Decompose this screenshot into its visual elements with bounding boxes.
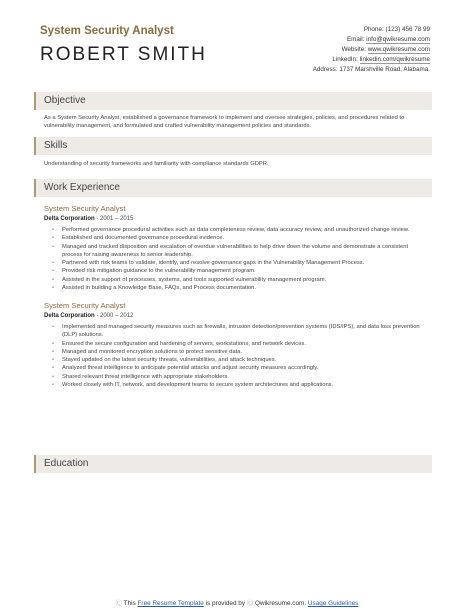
list-item: • Performed governance procedural activities such as data completeness review, data accuracy review, and unauthorized change review. (52, 226, 424, 234)
job-bullets (52, 323, 424, 389)
list-item: • Established and documented governance procedural evidence. (52, 234, 424, 242)
contact-website: Website: www.qwikresume.com (341, 46, 430, 53)
contact-block (313, 25, 430, 75)
contact-email: Email: info@qwikresume.com (346, 36, 430, 43)
list-item: • Stayed updated on the latest security threats, vulnerabilities, and attack techniques. (52, 356, 424, 364)
list-item: • Assisted in the support of processes, systems, and tools supported vulnerability management program. (52, 276, 424, 284)
job-bullets (52, 226, 424, 292)
job-company: Delta Corporation - 2001 – 2015 (44, 216, 134, 222)
list-item: • Analyzed threat intelligence to anticipate potential attacks and adjust security measures accordingly. (52, 364, 424, 372)
list-item: • Managed and tracked disposition and escalation of overdue vulnerabilities to help drive down the volume and demonstrate a consistent process for raising awareness to senior leadership. (52, 243, 424, 260)
list-item: • Worked closely with IT, network, and development teams to secure system architectures and applications. (52, 381, 424, 389)
section-title: Work Experience (44, 182, 120, 193)
section-title: Skills (44, 140, 68, 151)
education-section-header (34, 455, 432, 473)
website-link[interactable]: www.qwikresume.com (367, 46, 430, 53)
list-item: • Ensured the secure configuration and hardening of servers, workstations, and network devices. (52, 340, 424, 348)
email-link[interactable]: info@qwikresume.com (366, 36, 430, 43)
section-title: Education (44, 458, 89, 469)
list-item: • Assisted in building a Knowledge Base, FAQs, and Process documentation. (52, 284, 424, 292)
job-role: System Security Analyst (44, 204, 126, 213)
section-title: Objective (44, 95, 86, 106)
job-company: Delta Corporation - 2000 – 2012 (44, 313, 134, 319)
contact-linkedin: LinkedIn: linkedin.com/qwikresume (332, 56, 430, 63)
linkedin-link[interactable]: linkedin.com/qwikresume (359, 56, 430, 63)
resume-job-title: System Security Analyst (40, 25, 174, 37)
candidate-name: ROBERT SMITH (40, 44, 207, 65)
list-item: • Managed and monitored encryption solutions to protect sensitive data. (52, 348, 424, 356)
skills-section-header (34, 137, 432, 155)
objective-text: As a System Security Analyst, established a governance framework to implement and oversee strategies, policies, and procedures related to vulnerability management, and formulated and crafted vulnerability management policies and standards. (44, 115, 405, 130)
usage-guidelines-link[interactable]: Usage Guidelines (307, 600, 359, 607)
list-item: • Partnered with risk teams to validate, identify, and resolve governance gaps in the Vulnerability Management Process. (52, 259, 424, 267)
free-template-link[interactable]: Free Resume Template (137, 600, 204, 607)
list-item: • Implemented and managed security measures such as firewalls, intrusion detection/prevention systems (IDS/IPS), and data loss prevention (DLP) solutions. (52, 323, 424, 340)
job-role: System Security Analyst (44, 301, 126, 310)
contact-phone: Phone: (123) 456 78 99 (363, 26, 430, 33)
objective-section-header (34, 92, 432, 110)
skills-text: Understanding of security frameworks and familiarity with compliance standards GDPR. (44, 161, 269, 167)
copyright-icon: Ⓒ (246, 600, 254, 607)
copyright-icon: Ⓒ (115, 600, 122, 607)
list-item: • Provided risk mitigation guidance to the vulnerability management program. (52, 267, 424, 275)
contact-address: Address: 1737 Marshville Road, Alabama. (312, 66, 430, 73)
footer: Ⓒ This Free Resume Template is provided by Ⓒ Qwikresume.com. Usage Guidelines (115, 600, 359, 607)
experience-section-header (34, 179, 432, 197)
list-item: • Shared relevant threat intelligence with appropriate stakeholders. (52, 373, 424, 381)
